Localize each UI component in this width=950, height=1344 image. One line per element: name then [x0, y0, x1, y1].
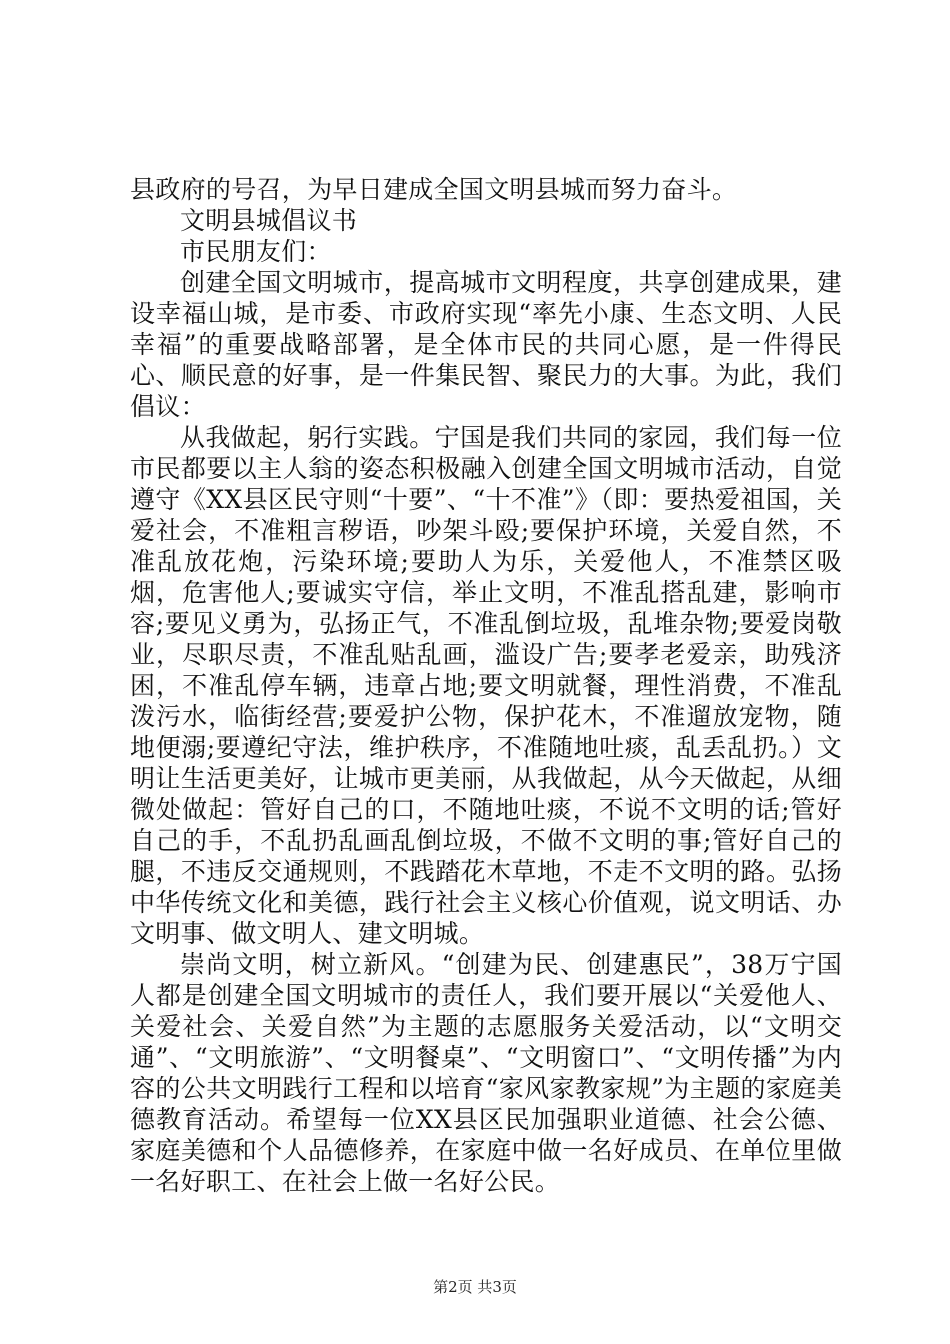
paragraph-intro: 创建全国文明城市，提高城市文明程度，共享创建成果，建设幸福山城，是市委、市政府实现“率先小康、生态文明、人民幸福”的重要战略部署，是全体市民的共同心愿，是一件得民心、顺民意的好事，是一件集民智、聚民力的大事。为此，我们倡议： [130, 268, 842, 421]
paragraph-practice: 从我做起，躬行实践。宁国是我们共同的家园，我们每一位市民都要以主人翁的姿态积极融入创建全国文明城市活动，自觉遵守《XX县区民守则“十要”、“十不准”》（即：要热爱祖国，关爱社会，不准粗言秽语，吵架斗殴;要保护环境，关爱自然，不准乱放花炮，污染环境;要助人为乐，关爱他人，不准禁区吸烟，危害他人;要诚实守信，举止文明，不准乱搭乱建，影响市容;要见义勇为，弘扬正气，不准乱倒垃圾，乱堆杂物;要爱岗敬业，尽职尽责，不准乱贴乱画，滥设广告;要孝老爱亲，助残济困，不准乱停车辆，违章占地;要文明就餐，理性消费，不准乱泼污水，临街经营;要爱护公物，保护花木，不准遛放宠物，随地便溺;要遵纪守法，维护秩序，不准随地吐痰，乱丢乱扔。）文明让生活更美好，让城市更美丽，从我做起，从今天做起，从细微处做起：管好自己的口，不随地吐痰，不说不文明的话;管好自己的手，不乱扔乱画乱倒垃圾，不做不文明的事;管好自己的腿，不违反交通规则，不践踏花木草地，不走不文明的路。弘扬中华传统文化和美德，践行社会主义核心价值观，说文明话、办文明事、做文明人、建文明城。 [130, 423, 843, 948]
paragraph-continuation: 县政府的号召，为早日建成全国文明县城而努力奋斗。 [130, 175, 738, 204]
salutation: 市民朋友们： [180, 237, 332, 266]
document-body [130, 174, 842, 1197]
page-footer: 第2页 共3页 [433, 1278, 517, 1296]
section-heading: 文明县城倡议书 [180, 206, 358, 235]
paragraph-new-customs: 崇尚文明，树立新风。“创建为民、创建惠民”，38万宁国人都是创建全国文明城市的责任人，我们要开展以“关爱他人、关爱社会、关爱自然”为主题的志愿服务关爱活动，以“文明交通”、“文明旅游”、“文明餐桌”、“文明窗口”、“文明传播”为内容的公共文明践行工程和以培育“家风家教家规”为主题的家庭美德教育活动。希望每一位XX县区民加强职业道德、社会公德、家庭美德和个人品德修养，在家庭中做一名好成员、在单位里做一名好职工、在社会上做一名好公民。 [130, 950, 842, 1196]
